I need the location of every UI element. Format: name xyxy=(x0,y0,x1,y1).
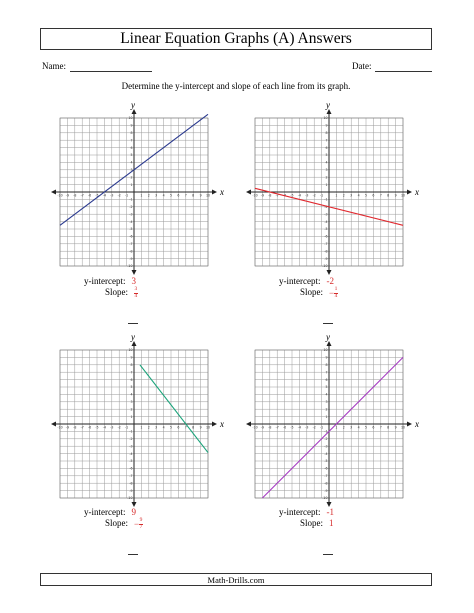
x-tick-label: -1 xyxy=(125,193,129,198)
slope-fraction xyxy=(334,287,338,299)
x-tick-label: -5 xyxy=(95,193,99,198)
axis-arrow xyxy=(51,422,56,427)
y-tick-label: -8 xyxy=(129,481,133,486)
axis-arrow xyxy=(407,422,412,427)
x-tick-label: -7 xyxy=(275,193,279,198)
y-tick-label: -3 xyxy=(324,444,328,449)
slope-label: Slope: xyxy=(300,518,324,528)
axis-arrow xyxy=(132,270,137,275)
y-tick-label: -10 xyxy=(127,264,133,269)
axis-arrow xyxy=(212,190,217,195)
y-tick-label: 9 xyxy=(325,355,328,360)
date-field[interactable] xyxy=(375,71,432,72)
y-tick-label: -1 xyxy=(324,197,328,202)
x-tick-label: 8 xyxy=(387,193,390,198)
separator-dash xyxy=(323,323,333,324)
x-tick-label: 9 xyxy=(199,425,202,430)
footer-text: Math-Drills.com xyxy=(207,575,265,585)
slope-label: Slope: xyxy=(300,287,324,298)
x-tick-label: 8 xyxy=(192,425,195,430)
y-intercept-label: y-intercept: xyxy=(279,276,321,286)
x-tick-label: 5 xyxy=(364,193,368,198)
y-intercept-value: 3 xyxy=(131,276,136,286)
x-tick-label: -5 xyxy=(290,193,294,198)
footer-box xyxy=(40,573,432,586)
slope-label: Slope: xyxy=(105,287,129,298)
x-axis-label: x xyxy=(220,419,224,429)
y-tick-label: -6 xyxy=(129,466,133,471)
y-intercept-value: 9 xyxy=(131,507,136,517)
y-tick-label: -4 xyxy=(324,219,328,224)
x-tick-label: 3 xyxy=(155,425,158,430)
x-tick-label: 4 xyxy=(357,425,360,430)
x-tick-label: -9 xyxy=(260,193,264,198)
y-tick-label: -9 xyxy=(324,488,328,493)
y-intercept-value: -1 xyxy=(326,507,334,517)
y-tick-label: 7 xyxy=(325,370,328,375)
x-tick-label: 3 xyxy=(350,193,353,198)
x-tick-label: 3 xyxy=(155,193,158,198)
x-tick-label: 6 xyxy=(372,425,375,430)
x-tick-label: 7 xyxy=(379,193,382,198)
y-tick-label: 5 xyxy=(130,153,133,158)
x-tick-label: -8 xyxy=(73,425,77,430)
y-tick-label: -9 xyxy=(129,488,133,493)
x-tick-label: -2 xyxy=(117,425,121,430)
y-tick-label: 4 xyxy=(130,160,133,165)
y-tick-label: 6 xyxy=(325,145,328,150)
x-tick-label: 9 xyxy=(199,193,202,198)
x-tick-label: 2 xyxy=(342,425,345,430)
x-tick-label: -2 xyxy=(312,425,316,430)
x-tick-label: 6 xyxy=(177,425,180,430)
y-tick-label: 10 xyxy=(323,116,328,121)
y-tick-label: 7 xyxy=(130,370,133,375)
slope-fraction xyxy=(139,518,143,530)
y-tick-label: -6 xyxy=(129,234,133,239)
y-tick-label: -10 xyxy=(322,496,328,501)
axis-arrow xyxy=(51,190,56,195)
x-tick-label: -3 xyxy=(305,425,309,430)
x-tick-label: 6 xyxy=(372,193,375,198)
x-tick-label: -4 xyxy=(102,193,106,198)
x-tick-label: 1 xyxy=(335,425,338,430)
y-axis-label: y xyxy=(131,332,135,342)
y-tick-label: 4 xyxy=(325,392,328,397)
slope-numerator: 1 xyxy=(334,286,338,292)
y-tick-label: 6 xyxy=(130,145,133,150)
x-tick-label: 6 xyxy=(177,193,180,198)
y-tick-label: 5 xyxy=(325,385,328,390)
graph-4 xyxy=(241,332,419,512)
x-tick-label: 7 xyxy=(184,425,187,430)
x-axis-label: x xyxy=(220,187,224,197)
slope-value xyxy=(134,287,138,297)
y-tick-label: 5 xyxy=(325,153,328,158)
x-tick-label: 9 xyxy=(394,193,397,198)
slope-denominator: 4 xyxy=(134,292,138,299)
x-tick-label: -4 xyxy=(102,425,106,430)
slope-sign: − xyxy=(329,288,335,298)
x-tick-label: 7 xyxy=(184,193,187,198)
y-axis-label: y xyxy=(131,100,135,110)
slope-numerator: 9 xyxy=(139,517,143,523)
axis-arrow xyxy=(246,422,251,427)
y-axis-label: y xyxy=(326,332,330,342)
y-tick-label: -9 xyxy=(129,256,133,261)
x-tick-label: -5 xyxy=(95,425,99,430)
y-tick-label: -3 xyxy=(129,444,133,449)
x-tick-label: 8 xyxy=(192,193,195,198)
x-tick-label: -7 xyxy=(275,425,279,430)
x-tick-label: -6 xyxy=(283,425,287,430)
x-tick-label: 8 xyxy=(387,425,390,430)
x-tick-label: -10 xyxy=(252,425,258,430)
y-tick-label: -4 xyxy=(324,451,328,456)
x-tick-label: -8 xyxy=(268,425,272,430)
x-tick-label: 2 xyxy=(147,193,150,198)
x-tick-label: -4 xyxy=(297,425,301,430)
y-axis-label: y xyxy=(326,100,330,110)
x-tick-label: -9 xyxy=(260,425,264,430)
axis-arrow xyxy=(407,190,412,195)
graph-line xyxy=(140,365,211,453)
y-tick-label: 1 xyxy=(325,414,328,419)
y-tick-label: -1 xyxy=(129,429,133,434)
x-tick-label: 4 xyxy=(162,193,165,198)
x-tick-label: -9 xyxy=(65,193,69,198)
slope-label: Slope: xyxy=(105,518,129,529)
y-tick-label: -3 xyxy=(129,212,133,217)
axis-arrow xyxy=(327,270,332,275)
y-tick-label: 3 xyxy=(130,400,133,404)
slope-fraction xyxy=(134,287,138,299)
y-tick-label: -2 xyxy=(129,205,133,209)
y-intercept-label: y-intercept: xyxy=(279,507,321,517)
name-label: Name: xyxy=(42,61,66,71)
y-tick-label: -10 xyxy=(322,264,328,269)
y-tick-label: 10 xyxy=(128,116,133,121)
y-tick-label: -8 xyxy=(324,249,328,254)
x-tick-label: 5 xyxy=(364,425,368,430)
y-tick-label: 8 xyxy=(130,363,133,367)
y-tick-label: -8 xyxy=(324,481,328,486)
y-tick-label: 5 xyxy=(130,385,133,390)
x-tick-label: 7 xyxy=(379,425,382,430)
x-tick-label: -7 xyxy=(80,425,84,430)
title-box xyxy=(40,28,432,50)
x-tick-label: -3 xyxy=(110,425,114,430)
x-tick-label: -8 xyxy=(268,193,272,198)
y-tick-label: 2 xyxy=(325,175,328,180)
y-tick-label: 10 xyxy=(128,348,133,353)
y-intercept-label: y-intercept: xyxy=(84,276,126,286)
x-tick-label: 5 xyxy=(169,193,173,198)
y-tick-label: -3 xyxy=(324,212,328,217)
x-tick-label: 1 xyxy=(335,193,338,198)
x-tick-label: -10 xyxy=(252,193,258,198)
slope-denominator: 7 xyxy=(139,523,143,530)
y-tick-label: -9 xyxy=(324,256,328,261)
graph-3 xyxy=(46,332,224,512)
instructions: Determine the y-intercept and slope of each line from its graph. xyxy=(121,81,351,91)
y-tick-label: 8 xyxy=(325,131,328,135)
x-tick-label: 1 xyxy=(140,425,143,430)
x-tick-label: -5 xyxy=(290,425,294,430)
x-tick-label: -2 xyxy=(312,193,316,198)
x-tick-label: -10 xyxy=(57,193,63,198)
x-tick-label: -8 xyxy=(73,193,77,198)
y-tick-label: 3 xyxy=(130,168,133,172)
x-tick-label: -6 xyxy=(88,425,92,430)
y-tick-label: 9 xyxy=(130,123,133,128)
y-intercept-value: -2 xyxy=(326,276,334,286)
x-tick-label: -6 xyxy=(283,193,287,198)
y-tick-label: -6 xyxy=(324,466,328,471)
x-tick-label: 10 xyxy=(400,425,406,430)
y-tick-label: -10 xyxy=(127,496,133,501)
y-tick-label: -5 xyxy=(324,459,328,464)
y-tick-label: -2 xyxy=(324,437,328,441)
y-tick-label: 8 xyxy=(325,363,328,367)
y-tick-label: 1 xyxy=(325,182,328,187)
y-intercept-label: y-intercept: xyxy=(84,507,126,517)
name-field[interactable] xyxy=(70,71,152,72)
graph-2 xyxy=(241,100,419,280)
y-tick-label: 9 xyxy=(130,355,133,360)
y-tick-label: -1 xyxy=(129,197,133,202)
x-tick-label: 4 xyxy=(357,193,360,198)
y-tick-label: 4 xyxy=(325,160,328,165)
separator-dash xyxy=(128,554,138,555)
x-tick-label: 4 xyxy=(162,425,165,430)
y-tick-label: 3 xyxy=(325,400,328,404)
x-tick-label: 9 xyxy=(394,425,397,430)
y-tick-label: 9 xyxy=(325,123,328,128)
x-axis-label: x xyxy=(415,419,419,429)
x-tick-label: -4 xyxy=(297,193,301,198)
slope-denominator: 4 xyxy=(334,292,338,299)
y-tick-label: 1 xyxy=(130,182,133,187)
y-tick-label: 2 xyxy=(130,407,133,412)
date-label: Date: xyxy=(352,61,372,71)
y-tick-label: -2 xyxy=(324,205,328,209)
y-tick-label: 1 xyxy=(130,414,133,419)
y-tick-label: -6 xyxy=(324,234,328,239)
x-tick-label: 5 xyxy=(169,425,173,430)
x-tick-label: -9 xyxy=(65,425,69,430)
x-tick-label: -3 xyxy=(110,193,114,198)
x-tick-label: 2 xyxy=(342,193,345,198)
x-tick-label: -1 xyxy=(320,193,324,198)
y-tick-label: -4 xyxy=(129,219,133,224)
y-tick-label: -4 xyxy=(129,451,133,456)
slope-sign: − xyxy=(134,519,140,529)
y-tick-label: -7 xyxy=(324,242,328,246)
x-tick-label: 10 xyxy=(400,193,406,198)
slope-value xyxy=(329,287,338,297)
x-tick-label: -2 xyxy=(117,193,121,198)
x-tick-label: 1 xyxy=(140,193,143,198)
y-tick-label: 8 xyxy=(130,131,133,135)
x-tick-label: 2 xyxy=(147,425,150,430)
y-tick-label: 3 xyxy=(325,168,328,172)
x-tick-label: 3 xyxy=(350,425,353,430)
y-tick-label: -7 xyxy=(324,474,328,478)
y-tick-label: 7 xyxy=(325,138,328,143)
y-tick-label: 2 xyxy=(130,175,133,180)
y-tick-label: 4 xyxy=(130,392,133,397)
y-tick-label: -8 xyxy=(129,249,133,254)
x-tick-label: -3 xyxy=(305,193,309,198)
axis-arrow xyxy=(246,190,251,195)
y-tick-label: -1 xyxy=(324,429,328,434)
y-tick-label: -7 xyxy=(129,474,133,478)
y-tick-label: 10 xyxy=(323,348,328,353)
y-tick-label: 7 xyxy=(130,138,133,143)
y-tick-label: 2 xyxy=(325,407,328,412)
y-tick-label: 6 xyxy=(130,377,133,382)
y-tick-label: -2 xyxy=(129,437,133,441)
separator-dash xyxy=(323,554,333,555)
y-tick-label: 6 xyxy=(325,377,328,382)
slope-value xyxy=(134,518,143,528)
page-title: Linear Equation Graphs (A) Answers xyxy=(120,30,352,47)
x-axis-label: x xyxy=(415,187,419,197)
y-tick-label: -5 xyxy=(129,459,133,464)
x-tick-label: -1 xyxy=(125,425,129,430)
y-tick-label: -5 xyxy=(324,227,328,232)
x-tick-label: 10 xyxy=(205,425,211,430)
slope-numerator: 3 xyxy=(134,286,138,292)
x-tick-label: -1 xyxy=(320,425,324,430)
separator-dash xyxy=(128,323,138,324)
x-tick-label: 10 xyxy=(205,193,211,198)
x-tick-label: -10 xyxy=(57,425,63,430)
axis-arrow xyxy=(212,422,217,427)
slope-value: 1 xyxy=(329,518,334,528)
x-tick-label: -6 xyxy=(88,193,92,198)
y-tick-label: -5 xyxy=(129,227,133,232)
x-tick-label: -7 xyxy=(80,193,84,198)
y-tick-label: -7 xyxy=(129,242,133,246)
graph-1 xyxy=(46,100,224,280)
